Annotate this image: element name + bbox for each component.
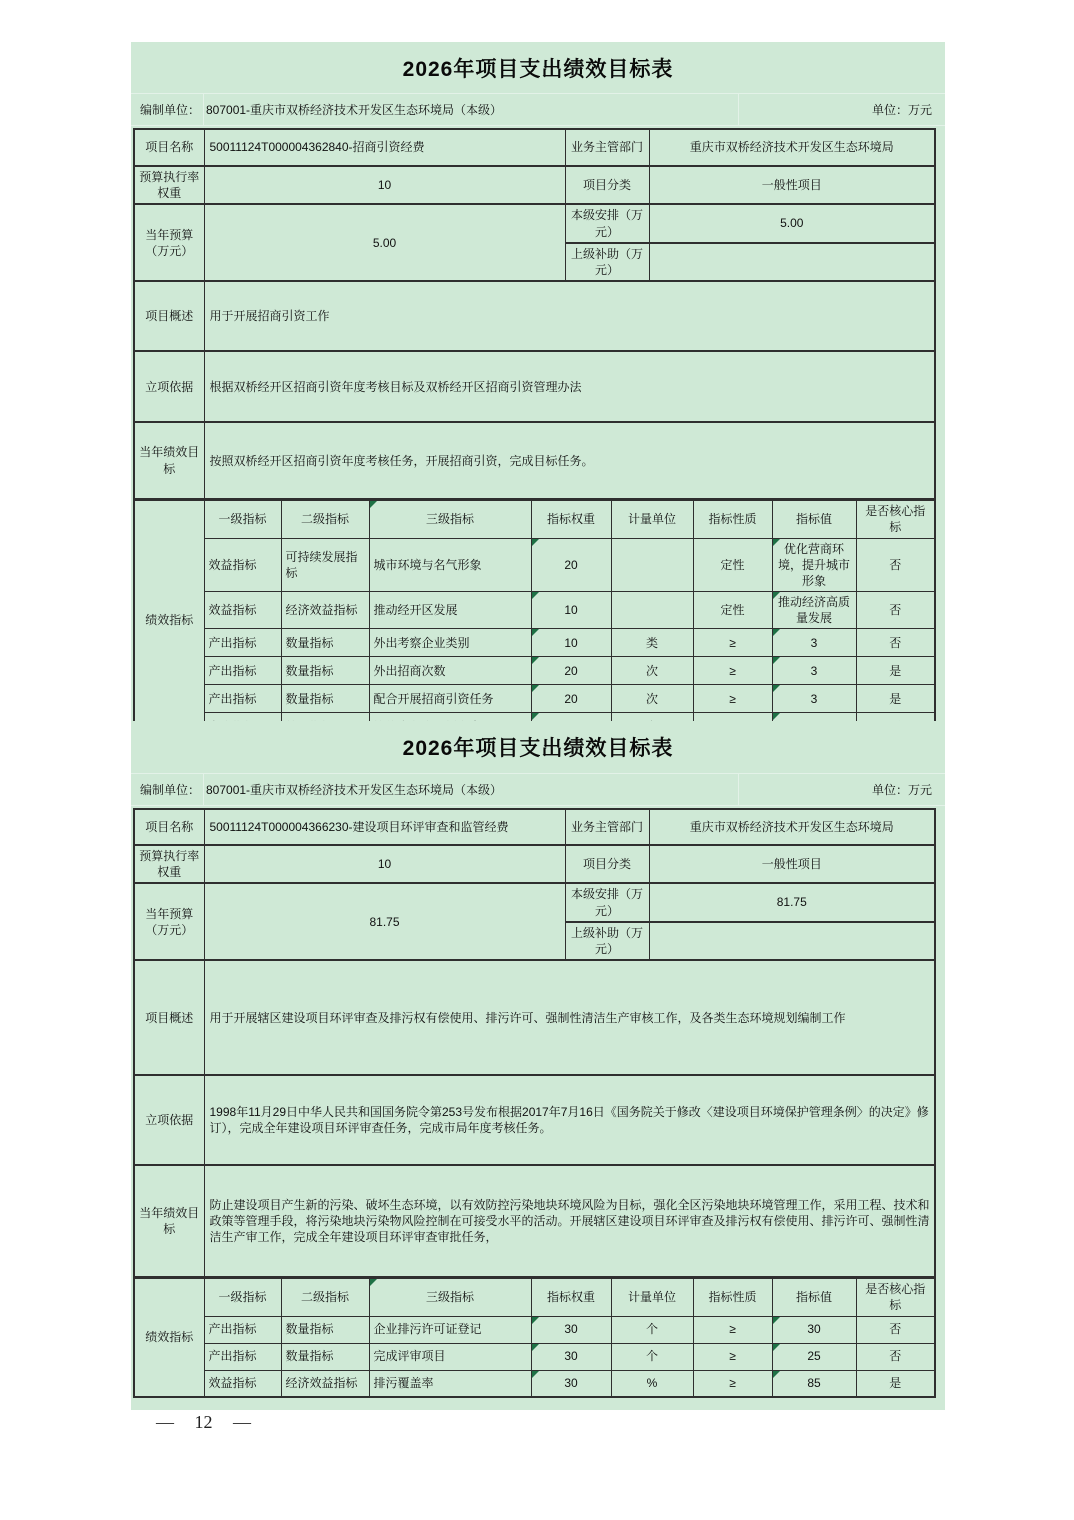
- cell-level3: 排污覆盖率: [369, 1370, 531, 1397]
- header-nature: 指标性质: [693, 1279, 772, 1316]
- indicator-header-row: [134, 501, 935, 538]
- cell-weight: 30: [531, 1316, 611, 1343]
- exec-weight-label: 预算执行率权重: [134, 845, 204, 883]
- cell-weight: 10: [531, 592, 611, 629]
- cell-level1: 产出指标: [204, 685, 281, 713]
- header-value: 指标值: [772, 1279, 856, 1316]
- indicator-row: [134, 629, 935, 657]
- cell-level3: 完成评审项目: [369, 1343, 531, 1370]
- table-title-band: [131, 721, 945, 774]
- exec-weight-value: 10: [204, 845, 565, 883]
- cell-core: 否: [856, 1316, 935, 1343]
- overview-label: 项目概述: [134, 281, 204, 351]
- cell-nature: ≥: [693, 685, 772, 713]
- header-level2: 二级指标: [281, 501, 369, 538]
- cell-weight: 20: [531, 657, 611, 685]
- cell-core: 是: [856, 685, 935, 713]
- org-label: 编制单位：: [140, 783, 201, 797]
- cell-nature: ≥: [693, 657, 772, 685]
- dept-label: 业务主管部门: [565, 129, 649, 166]
- cell-unit: [611, 538, 693, 592]
- overview-value: 用于开展招商引资工作: [204, 281, 935, 351]
- category-value: 一般性项目: [649, 166, 935, 204]
- cell-level2: 经济效益指标: [281, 592, 369, 629]
- basis-label: 立项依据: [134, 351, 204, 422]
- table-row: [134, 166, 935, 204]
- header-weight: 指标权重: [531, 1279, 611, 1316]
- indicator-row: [134, 685, 935, 713]
- indicator-section-label: 绩效指标: [134, 501, 204, 741]
- category-label: 项目分类: [565, 166, 649, 204]
- cell-unit: [611, 592, 693, 629]
- cell-level1: 效益指标: [204, 592, 281, 629]
- performance-table-2: [131, 721, 945, 1410]
- cell-level3: 外出考察企业类别: [369, 629, 531, 657]
- page-number: — 12 —: [156, 1412, 251, 1432]
- table-row: [134, 1075, 935, 1165]
- cell-weight: 20: [531, 685, 611, 713]
- cell-level3: 外出招商次数: [369, 657, 531, 685]
- cell-weight: 30: [531, 1343, 611, 1370]
- budget-label: 当年预算（万元）: [134, 883, 204, 960]
- exec-weight-value: 10: [204, 166, 565, 204]
- cell-level2: 数量指标: [281, 629, 369, 657]
- cell-unit: 个: [611, 1316, 693, 1343]
- indicator-grid: [133, 1278, 936, 1398]
- cell-value: 85: [772, 1370, 856, 1397]
- header-level1: 一级指标: [204, 1279, 281, 1316]
- header-unit: 计量单位: [611, 1279, 693, 1316]
- cell-value: 优化营商环境，提升城市形象: [772, 538, 856, 592]
- goal-label: 当年绩效目标: [134, 1165, 204, 1277]
- category-label: 项目分类: [565, 845, 649, 883]
- project-name-value: 50011124T000004366230-建设项目环评审查和监管经费: [204, 809, 565, 845]
- cell-core: 是: [856, 1370, 935, 1397]
- cell-value: 30: [772, 1316, 856, 1343]
- cell-nature: ≥: [693, 1316, 772, 1343]
- subsidy-label: 上级补助（万元）: [565, 922, 649, 960]
- subsidy-value: [649, 243, 935, 281]
- cell-level1: 效益指标: [204, 1370, 281, 1397]
- header-nature: 指标性质: [693, 501, 772, 538]
- cell-core: 否: [856, 538, 935, 592]
- cell-value: 25: [772, 1343, 856, 1370]
- indicator-row: [134, 1316, 935, 1343]
- cell-nature: 定性: [693, 538, 772, 592]
- header-value: 指标值: [772, 501, 856, 538]
- header-weight: 指标权重: [531, 501, 611, 538]
- local-budget-value: 5.00: [649, 204, 935, 242]
- table-row: [134, 960, 935, 1075]
- performance-table-1: [131, 42, 945, 754]
- cell-level2: 数量指标: [281, 1343, 369, 1370]
- header-level2: 二级指标: [281, 1279, 369, 1316]
- table-row: [134, 845, 935, 883]
- header-level3: 三级指标: [369, 1279, 531, 1316]
- category-value: 一般性项目: [649, 845, 935, 883]
- table-row: [134, 883, 935, 921]
- unit-note: 单位：万元: [738, 774, 945, 805]
- goal-value: 按照双桥经开区招商引资年度考核任务，开展招商引资，完成目标任务。: [204, 422, 935, 499]
- table-row: [134, 422, 935, 499]
- cell-level2: 经济效益指标: [281, 1370, 369, 1397]
- cell-unit: %: [611, 1370, 693, 1397]
- cell-level2: 数量指标: [281, 1316, 369, 1343]
- table-row: [134, 204, 935, 242]
- cell-level3: 配合开展招商引资任务: [369, 685, 531, 713]
- basis-label: 立项依据: [134, 1075, 204, 1165]
- project-name-label: 项目名称: [134, 129, 204, 166]
- project-info-grid: [133, 128, 936, 500]
- indicator-row: [134, 1343, 935, 1370]
- org-value: 807001-重庆市双桥经济技术开发区生态环境局（本级）: [203, 774, 738, 805]
- cell-level3: 推动经开区发展: [369, 592, 531, 629]
- meta-row: [131, 94, 945, 126]
- project-name-label: 项目名称: [134, 809, 204, 845]
- cell-nature: ≥: [693, 1370, 772, 1397]
- project-info-grid: [133, 808, 936, 1278]
- cell-weight: 10: [531, 629, 611, 657]
- table-row: [134, 809, 935, 845]
- header-core: 是否核心指标: [856, 1279, 935, 1316]
- local-budget-label: 本级安排（万元）: [565, 204, 649, 242]
- dept-value: 重庆市双桥经济技术开发区生态环境局: [649, 129, 935, 166]
- dept-label: 业务主管部门: [565, 809, 649, 845]
- cell-value: 3: [772, 657, 856, 685]
- indicator-row: [134, 538, 935, 592]
- indicator-row: [134, 592, 935, 629]
- cell-unit: 次: [611, 685, 693, 713]
- project-name-value: 50011124T000004362840-招商引资经费: [204, 129, 565, 166]
- indicator-section-label: 绩效指标: [134, 1279, 204, 1397]
- goal-value: 防止建设项目产生新的污染、破坏生态环境，以有效防控污染地块环境风险为目标，强化全区污染地块环境管理工作，采用工程、技术和政策等管理手段，将污染地块污染物风险控制在可接受水平的活动。开展辖区建设项目环评审查及排污权有偿使用、排污许可、强制性清洁生产审工作，完成全年建设项目环评审查审批任务，: [204, 1165, 935, 1277]
- table-title: 2026年项目支出绩效目标表: [402, 737, 674, 760]
- cell-level1: 产出指标: [204, 629, 281, 657]
- cell-unit: 个: [611, 1343, 693, 1370]
- table-row: [134, 129, 935, 166]
- cell-unit: 次: [611, 657, 693, 685]
- cell-core: 是: [856, 657, 935, 685]
- cell-level2: 数量指标: [281, 685, 369, 713]
- cell-nature: ≥: [693, 1343, 772, 1370]
- table-row: [134, 1165, 935, 1277]
- dept-value: 重庆市双桥经济技术开发区生态环境局: [649, 809, 935, 845]
- table-row: [134, 351, 935, 422]
- cell-value: 3: [772, 629, 856, 657]
- budget-label: 当年预算（万元）: [134, 204, 204, 281]
- indicator-row: [134, 657, 935, 685]
- cell-weight: 30: [531, 1370, 611, 1397]
- cell-nature: ≥: [693, 629, 772, 657]
- indicator-row: [134, 1370, 935, 1397]
- cell-core: 否: [856, 1343, 935, 1370]
- overview-label: 项目概述: [134, 960, 204, 1075]
- exec-weight-label: 预算执行率权重: [134, 166, 204, 204]
- unit-note: 单位：万元: [738, 94, 945, 125]
- cell-nature: 定性: [693, 592, 772, 629]
- cell-unit: 类: [611, 629, 693, 657]
- meta-row: [131, 774, 945, 806]
- cell-value: 推动经济高质量发展: [772, 592, 856, 629]
- budget-value: 81.75: [204, 883, 565, 960]
- cell-level1: 产出指标: [204, 657, 281, 685]
- table-title-band: [131, 42, 945, 94]
- subsidy-label: 上级补助（万元）: [565, 243, 649, 281]
- indicator-header-row: [134, 1279, 935, 1316]
- org-label: 编制单位：: [140, 103, 201, 117]
- basis-value: 1998年11月29日中华人民共和国国务院令第253号发布根据2017年7月16日《国务院关于修改〈建设项目环境保护管理条例〉的决定》修订），完成全年建设项目环评审查任务，完成市局年度考核任务。: [204, 1075, 935, 1165]
- cell-level1: 效益指标: [204, 538, 281, 592]
- cell-value: 3: [772, 685, 856, 713]
- basis-value: 根据双桥经开区招商引资年度考核目标及双桥经开区招商引资管理办法: [204, 351, 935, 422]
- table-title: 2026年项目支出绩效目标表: [402, 57, 674, 81]
- budget-value: 5.00: [204, 204, 565, 281]
- subsidy-value: [649, 922, 935, 960]
- cell-weight: 20: [531, 538, 611, 592]
- goal-label: 当年绩效目标: [134, 422, 204, 499]
- header-level1: 一级指标: [204, 501, 281, 538]
- overview-value: 用于开展辖区建设项目环评审查及排污权有偿使用、排污许可、强制性清洁生产审核工作，及各类生态环境规划编制工作: [204, 960, 935, 1075]
- cell-level3: 城市环境与名气形象: [369, 538, 531, 592]
- cell-core: 否: [856, 629, 935, 657]
- cell-level1: 产出指标: [204, 1316, 281, 1343]
- cell-level3: 企业排污许可证登记: [369, 1316, 531, 1343]
- indicator-grid: [133, 500, 936, 742]
- cell-level2: 可持续发展指标: [281, 538, 369, 592]
- header-core: 是否核心指标: [856, 501, 935, 538]
- local-budget-label: 本级安排（万元）: [565, 883, 649, 921]
- org-value: 807001-重庆市双桥经济技术开发区生态环境局（本级）: [203, 94, 738, 125]
- table-row: [134, 281, 935, 351]
- header-unit: 计量单位: [611, 501, 693, 538]
- cell-level2: 数量指标: [281, 657, 369, 685]
- cell-core: 否: [856, 592, 935, 629]
- header-level3: 三级指标: [369, 501, 531, 538]
- cell-level1: 产出指标: [204, 1343, 281, 1370]
- local-budget-value: 81.75: [649, 883, 935, 921]
